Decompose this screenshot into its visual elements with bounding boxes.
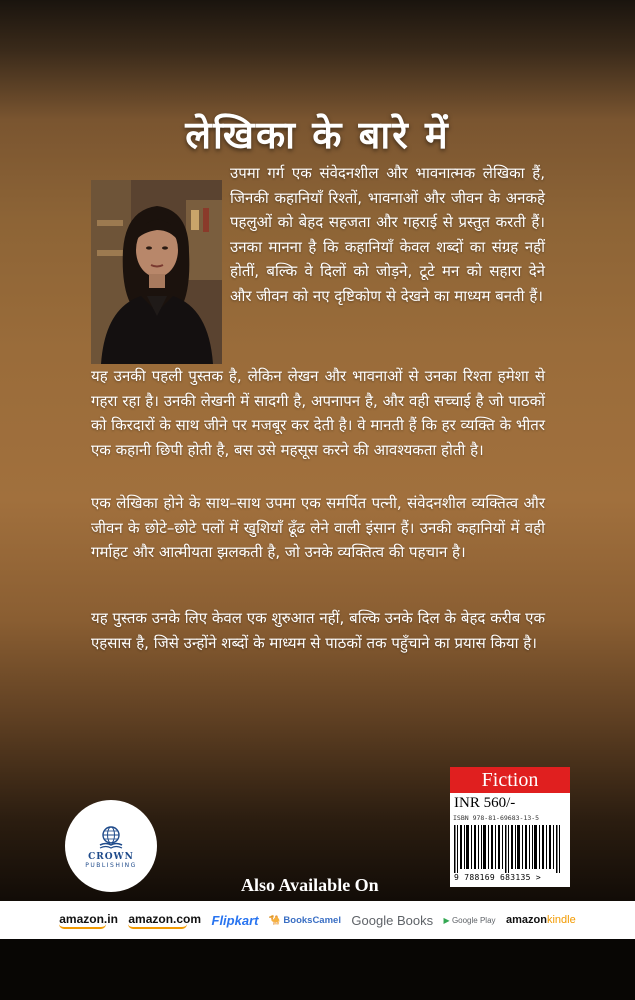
store-google-play[interactable] bbox=[444, 916, 496, 925]
price-box bbox=[450, 767, 570, 887]
bio-paragraph-3: एक लेखिका होने के साथ–साथ उपमा एक समर्पित पत्नी, संवेदनशील व्यक्तित्व और जीवन के छोटे–छोटे पलों में खुशियाँ ढूँढ लेने वाली इंसान हैं। उनकी कहानियों में वही गर्माहट और आत्मीयता झलकती है, जो उनके व्यक्तित्व की पहचान है। bbox=[91, 494, 545, 561]
publisher-logo bbox=[65, 800, 157, 892]
page-title: लेखिका के बारे में bbox=[185, 112, 450, 157]
bottom-strip bbox=[0, 939, 635, 1000]
store-google-books-label: Google Books bbox=[351, 912, 434, 928]
store-amazon-in-label: amazon.in bbox=[59, 911, 118, 926]
store-bookscamel-label: BooksCamel bbox=[283, 914, 341, 926]
store-amazon-com[interactable] bbox=[128, 912, 201, 929]
store-google-books[interactable] bbox=[351, 913, 433, 928]
store-logos-bar bbox=[0, 901, 635, 939]
bio-paragraph-1: उपमा गर्ग एक संवेदनशील और भावनात्मक लेखिका हैं, जिनकी कहानियाँ रिश्तों, भावनाओं और जीवन के अनकहे पहलुओं को बेहद सहजता और गहराई से प्रस्तुत करती हैं। उनका मानना है कि कहानियाँ केवल शब्दों का संग्रह नहीं होतीं, बल्कि वे दिलों को जोड़ने, टूटे मन को सहारा देने और जीवन को नए दृष्टिकोण से देखने का माध्यम बनती हैं। bbox=[230, 164, 545, 305]
bio-paragraph-4: यह पुस्तक उनके लिए केवल एक शुरुआत नहीं, बल्कि उनके दिल के बेहद करीब एक एहसास है, जिसे उन्होंने शब्दों के माध्यम से पाठकों तक पहुँचाने का प्रयास किया है। bbox=[91, 609, 545, 652]
play-icon: ▶ bbox=[443, 915, 450, 925]
bio-paragraph-2: यह उनकी पहली पुस्तक है, लेकिन लेखन और भावनाओं से उनका रिश्ता हमेशा से गहरा रहा है। उनकी लेखनी में सादगी है, अपनापन है, और वही सच्चाई है जो पाठकों को किरदारों के साथ जीने पर मजबूर कर देती है। वे मानती हैं कि हर व्यक्ति के भीतर एक कहानी छिपी होती है, बस उसे महसूस करने की आवश्यकता होती है। bbox=[91, 367, 545, 459]
store-amazon-in[interactable] bbox=[59, 912, 118, 929]
store-flipkart-label: Flipkart bbox=[211, 912, 259, 928]
available-on-label: Also Available On bbox=[241, 875, 379, 895]
publisher-sub: PUBLISHING bbox=[85, 861, 137, 869]
store-flipkart[interactable] bbox=[212, 913, 259, 928]
store-amazon-kindle-suffix: kindle bbox=[546, 914, 576, 926]
store-amazon-kindle-label: amazon bbox=[505, 914, 547, 926]
publisher-name: CROWN bbox=[88, 851, 134, 862]
isbn-label: ISBN 978-81-69683-13-5 bbox=[453, 814, 540, 822]
store-google-play-label: Google Play bbox=[451, 915, 496, 925]
price-label: INR 560/- bbox=[454, 795, 516, 811]
barcode-number: 9 788169 683135 > bbox=[454, 873, 541, 882]
camel-icon: 🐪 bbox=[268, 914, 281, 926]
genre-label: Fiction bbox=[450, 767, 570, 793]
globe-book-icon bbox=[98, 824, 124, 850]
store-amazon-kindle[interactable] bbox=[506, 914, 576, 926]
barcode bbox=[454, 825, 566, 873]
author-photo bbox=[91, 180, 222, 364]
store-amazon-com-label: amazon.com bbox=[128, 911, 202, 926]
store-bookscamel[interactable] bbox=[269, 915, 341, 926]
